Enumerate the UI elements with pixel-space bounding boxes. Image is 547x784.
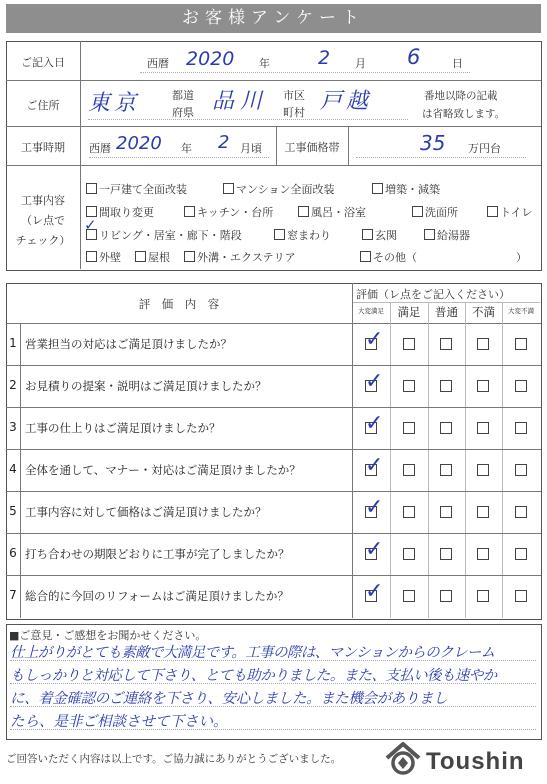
- rating-checkbox[interactable]: [477, 590, 489, 602]
- entry-underline: [140, 72, 470, 73]
- question-number: 7: [9, 588, 17, 602]
- check-mark: ✓: [365, 537, 384, 562]
- question-text: お見積りの提案・説明はご満足頂けましたか？: [25, 379, 267, 393]
- work-option[interactable]: 洗面所: [412, 204, 458, 220]
- work-option[interactable]: 外溝・エクステリア: [184, 249, 296, 265]
- period-month-value[interactable]: 2: [218, 132, 230, 153]
- divider: [352, 283, 353, 618]
- divider: [502, 302, 503, 618]
- rating-checkbox[interactable]: [477, 338, 489, 350]
- work-option[interactable]: 玄関: [362, 227, 397, 243]
- rating-checkbox[interactable]: [477, 464, 489, 476]
- address-pref-value[interactable]: 東京: [88, 91, 141, 116]
- question-number: 3: [9, 420, 17, 434]
- question-text: 工事内容に対して価格はご満足頂けましたか？: [25, 505, 267, 519]
- rating-col-very-satisfied: 大変満足: [358, 307, 384, 315]
- entry-year-unit: 年: [259, 57, 270, 70]
- period-label: 工事時期: [21, 141, 65, 154]
- check-mark: ✓: [365, 495, 384, 520]
- question-text: 打ち合わせの期限どおりに工事が完了しましたか？: [25, 547, 290, 561]
- rating-checkbox[interactable]: [403, 590, 415, 602]
- work-option[interactable]: 一戸建て全面改装: [86, 181, 187, 197]
- checkbox[interactable]: [184, 206, 195, 217]
- address-note-line1: 番地以降の記載: [424, 90, 498, 102]
- entry-month-unit: 月: [355, 57, 366, 70]
- checkbox[interactable]: [86, 183, 97, 194]
- rating-checkbox[interactable]: [515, 548, 527, 560]
- checkbox[interactable]: [487, 206, 498, 217]
- question-text: 全体を通して、マナー・対応はご満足頂けましたか？: [25, 463, 301, 477]
- entry-era: 西暦: [147, 57, 169, 70]
- rating-checkbox[interactable]: [440, 506, 452, 518]
- period-underline: [89, 157, 269, 158]
- work-option[interactable]: 給湯器: [424, 227, 470, 243]
- rating-checkbox[interactable]: [477, 380, 489, 392]
- work-option[interactable]: 増築・減築: [372, 181, 440, 197]
- check-mark: ✓: [365, 327, 384, 352]
- comment-line-1[interactable]: 仕上がりがとても素敵で大満足です。工事の際は、マンションからのクレーム: [10, 645, 495, 661]
- checkbox[interactable]: [298, 206, 309, 217]
- address-city-value[interactable]: 品川: [212, 89, 269, 114]
- toushin-logo-icon: [384, 740, 422, 776]
- entry-day-value[interactable]: 6: [407, 45, 421, 69]
- rating-checkbox[interactable]: [515, 590, 527, 602]
- checkbox[interactable]: [274, 229, 285, 240]
- divider: [390, 302, 391, 618]
- checkbox[interactable]: [372, 183, 383, 194]
- price-unit: 万円台: [468, 142, 501, 155]
- rating-checkbox[interactable]: [440, 422, 452, 434]
- rating-checkbox[interactable]: [403, 338, 415, 350]
- checkbox[interactable]: [135, 251, 146, 262]
- entry-year-value[interactable]: 2020: [186, 48, 235, 70]
- work-label-3: チェック）: [15, 234, 71, 247]
- address-underline: [88, 119, 408, 120]
- question-number: 6: [9, 546, 17, 560]
- rating-checkbox[interactable]: [515, 422, 527, 434]
- divider: [6, 407, 541, 408]
- rating-checkbox[interactable]: [515, 506, 527, 518]
- address-town-value[interactable]: 戸越: [320, 89, 373, 114]
- eval-table: [6, 283, 542, 620]
- work-option[interactable]: 窓まわり: [274, 227, 331, 243]
- work-option[interactable]: 屋根: [135, 249, 170, 265]
- rating-checkbox[interactable]: [440, 548, 452, 560]
- divider: [348, 126, 349, 165]
- question-number: 5: [9, 504, 17, 518]
- period-era: 西暦: [89, 142, 111, 155]
- work-option[interactable]: トイレ: [487, 204, 532, 220]
- address-pref-mark1: 都道: [172, 89, 194, 102]
- comment-label: ■ご意見・ご感想をお聞かせください。: [9, 629, 207, 642]
- address-city-mark2: 町村: [283, 106, 305, 119]
- question-text: 工事の仕上りはご満足頂けましたか？: [25, 421, 221, 435]
- work-option[interactable]: その他（ ）: [360, 249, 527, 265]
- divider: [80, 41, 81, 269]
- divider: [6, 126, 541, 127]
- divider: [428, 302, 429, 618]
- rating-checkbox[interactable]: [403, 506, 415, 518]
- work-option[interactable]: 外壁: [86, 249, 121, 265]
- living-check-mark: ✓: [84, 216, 97, 234]
- rating-checkbox[interactable]: [403, 548, 415, 560]
- rating-checkbox[interactable]: [477, 548, 489, 560]
- checkbox[interactable]: [362, 229, 373, 240]
- rating-checkbox[interactable]: [403, 380, 415, 392]
- address-pref-mark2: 府県: [172, 106, 194, 119]
- rating-checkbox[interactable]: [440, 380, 452, 392]
- entry-month-value[interactable]: 2: [318, 47, 331, 69]
- work-option[interactable]: 風呂・浴室: [298, 204, 366, 220]
- rating-col-very-dissatisfied: 大変不満: [508, 307, 534, 315]
- divider: [6, 575, 541, 576]
- eval-rating-header: 評価（レ点をご記入ください）: [356, 288, 510, 301]
- work-option[interactable]: マンション全面改装: [223, 181, 335, 197]
- work-label-1: 工事内容: [21, 194, 65, 207]
- divider: [6, 80, 541, 81]
- period-month-unit: 月頃: [240, 142, 262, 155]
- eval-item-header: 評 価 内 容: [138, 297, 220, 311]
- price-label: 工事価格帯: [284, 141, 340, 154]
- address-city-mark1: 市区: [283, 89, 305, 102]
- checkbox[interactable]: [360, 251, 371, 262]
- rating-checkbox[interactable]: [440, 464, 452, 476]
- address-label: ご住所: [26, 99, 60, 112]
- comment-line-4[interactable]: たら、是非ご相談させて下さい。: [10, 714, 228, 730]
- divider: [6, 323, 541, 324]
- divider: [6, 449, 541, 450]
- rating-checkbox[interactable]: [440, 590, 452, 602]
- rating-checkbox[interactable]: [477, 422, 489, 434]
- rating-checkbox[interactable]: [515, 338, 527, 350]
- address-note-line2: は省略致します。: [422, 108, 506, 120]
- brand-name: Toushin: [426, 748, 525, 775]
- period-year-unit: 年: [181, 142, 192, 155]
- rating-checkbox[interactable]: [515, 380, 527, 392]
- divider: [6, 533, 541, 534]
- divider: [20, 323, 21, 618]
- checkbox[interactable]: [223, 183, 234, 194]
- work-option[interactable]: キッチン・台所: [184, 204, 273, 220]
- checkbox[interactable]: [184, 251, 195, 262]
- page-title: お客様アンケート: [6, 4, 541, 33]
- rating-checkbox[interactable]: [477, 506, 489, 518]
- price-value[interactable]: 35: [420, 131, 446, 155]
- rating-col-dissatisfied: 不満: [472, 305, 495, 319]
- comment-line-2[interactable]: もしっかりと対応して下さり、とても助かりました。また、支払い後も速やか: [10, 668, 497, 684]
- check-mark: ✓: [365, 411, 384, 436]
- question-text: 営業担当の対応はご満足頂けましたか？: [25, 337, 232, 351]
- divider: [6, 165, 541, 166]
- divider: [6, 491, 541, 492]
- question-number: 4: [9, 462, 17, 476]
- rating-col-normal: 普通: [435, 305, 458, 319]
- entry-date-label: ご記入日: [21, 56, 65, 69]
- work-label-2: （レ点で: [21, 214, 65, 227]
- divider: [465, 302, 466, 618]
- period-year-value[interactable]: 2020: [116, 133, 162, 154]
- checkbox[interactable]: [86, 251, 97, 262]
- question-number: 2: [9, 378, 17, 392]
- rating-checkbox[interactable]: [515, 464, 527, 476]
- work-option[interactable]: 間取り変更: [86, 204, 154, 220]
- question-number: 1: [9, 336, 17, 350]
- rating-col-satisfied: 満足: [397, 305, 421, 319]
- question-text: 総合的に今回のリフォームはご満足頂けましたか？: [25, 589, 289, 603]
- checkbox[interactable]: [424, 229, 435, 240]
- rating-checkbox[interactable]: [403, 422, 415, 434]
- entry-day-unit: 日: [452, 57, 463, 70]
- check-mark: ✓: [365, 453, 384, 478]
- checkbox[interactable]: [412, 206, 423, 217]
- divider: [352, 302, 540, 303]
- check-mark: ✓: [365, 369, 384, 394]
- work-option-living[interactable]: リビング・居室・廊下・階段: [86, 227, 242, 243]
- price-underline: [356, 157, 526, 158]
- divider: [6, 365, 541, 366]
- comment-line-3[interactable]: に、着金確認のご連絡を下さり、安心しました。また機会がありまし: [10, 691, 448, 707]
- check-mark: ✓: [365, 579, 384, 604]
- rating-checkbox[interactable]: [440, 338, 452, 350]
- rating-checkbox[interactable]: [403, 464, 415, 476]
- footer-text: ご回答いただく内容は以上です。ご協力誠にありがとうございました。: [6, 753, 342, 765]
